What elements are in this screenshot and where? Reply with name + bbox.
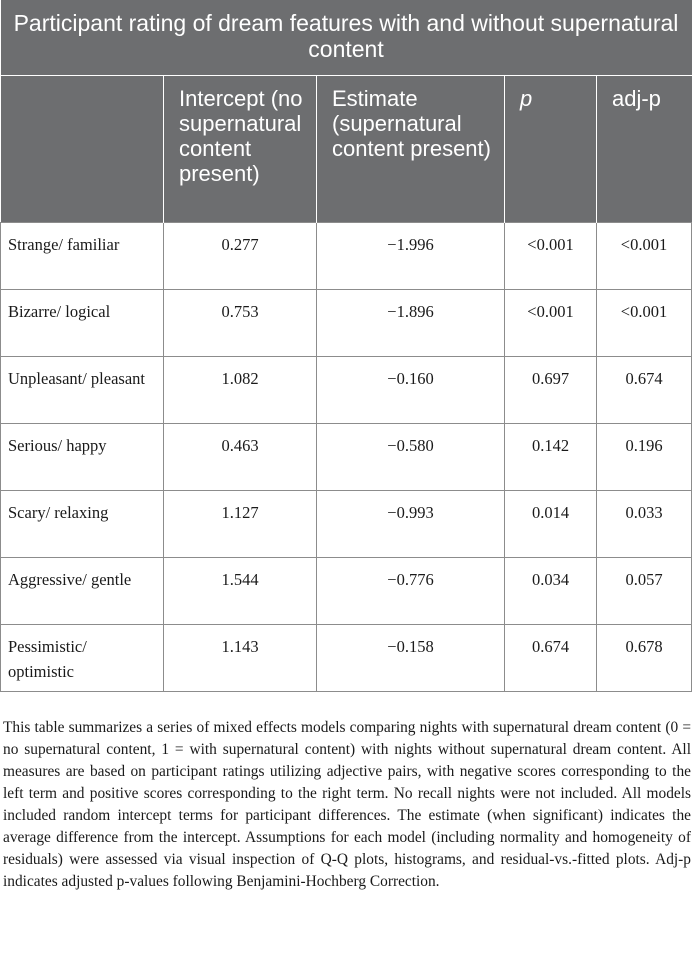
p-cell: <0.001	[505, 290, 597, 357]
title-row	[1, 0, 692, 76]
header-estimate: Estimate (supernatural content present)	[317, 76, 505, 223]
row-label: Scary/ relaxing	[1, 491, 164, 558]
intercept-cell: 1.082	[164, 357, 317, 424]
row-label: Pessimistic/ optimistic	[1, 625, 164, 692]
intercept-cell: 0.463	[164, 424, 317, 491]
p-cell: 0.674	[505, 625, 597, 692]
intercept-cell: 1.127	[164, 491, 317, 558]
table-row	[1, 290, 692, 357]
table-body	[1, 223, 692, 692]
row-label: Serious/ happy	[1, 424, 164, 491]
row-label: Strange/ familiar	[1, 223, 164, 290]
table-title: Participant rating of dream features with and without supernatural content	[1, 0, 692, 76]
adj-p-cell: 0.033	[597, 491, 692, 558]
table-row	[1, 357, 692, 424]
p-cell: 0.697	[505, 357, 597, 424]
adj-p-cell: 0.196	[597, 424, 692, 491]
table-row	[1, 223, 692, 290]
row-label: Aggressive/ gentle	[1, 558, 164, 625]
header-label-column	[1, 76, 164, 223]
header-p: p	[505, 76, 597, 223]
estimate-cell: −0.776	[317, 558, 505, 625]
intercept-cell: 0.753	[164, 290, 317, 357]
table-row	[1, 625, 692, 692]
adj-p-cell: <0.001	[597, 223, 692, 290]
table-row	[1, 491, 692, 558]
p-cell: <0.001	[505, 223, 597, 290]
adj-p-cell: 0.674	[597, 357, 692, 424]
intercept-cell: 1.143	[164, 625, 317, 692]
header-adj-p: adj-p	[597, 76, 692, 223]
p-cell: 0.142	[505, 424, 597, 491]
row-label: Unpleasant/ pleasant	[1, 357, 164, 424]
table-footnote: This table summarizes a series of mixed effects models comparing nights with supernatural dream content (0 = no supernatural content, 1 = with supernatural content) with nights without supernatural dream content. All measures are based on participant ratings utilizing adjective pairs, with negative scores corresponding to the left term and positive scores corresponding to the right term. No recall nights were not included. All models included random intercept terms for participant differences. The estimate (when significant) indicates the average difference from the intercept. Assumptions for each model (including normality and homogeneity of residuals) were assessed via visual inspection of Q-Q plots, histograms, and residual-vs.-fitted plots. Adj-p indicates adjusted p-values following Benjamini-Hochberg Correction.	[3, 719, 691, 890]
header-intercept: Intercept (no supernatural content present)	[164, 76, 317, 223]
p-cell: 0.014	[505, 491, 597, 558]
intercept-cell: 0.277	[164, 223, 317, 290]
adj-p-cell: 0.678	[597, 625, 692, 692]
estimate-cell: −0.580	[317, 424, 505, 491]
adj-p-cell: 0.057	[597, 558, 692, 625]
estimate-cell: −1.996	[317, 223, 505, 290]
estimate-cell: −0.158	[317, 625, 505, 692]
estimate-cell: −0.160	[317, 357, 505, 424]
intercept-cell: 1.544	[164, 558, 317, 625]
estimate-cell: −1.896	[317, 290, 505, 357]
p-cell: 0.034	[505, 558, 597, 625]
estimate-cell: −0.993	[317, 491, 505, 558]
table-row	[1, 424, 692, 491]
adj-p-cell: <0.001	[597, 290, 692, 357]
row-label: Bizarre/ logical	[1, 290, 164, 357]
table-head	[1, 0, 692, 223]
table-row	[1, 558, 692, 625]
header-row	[1, 76, 692, 223]
